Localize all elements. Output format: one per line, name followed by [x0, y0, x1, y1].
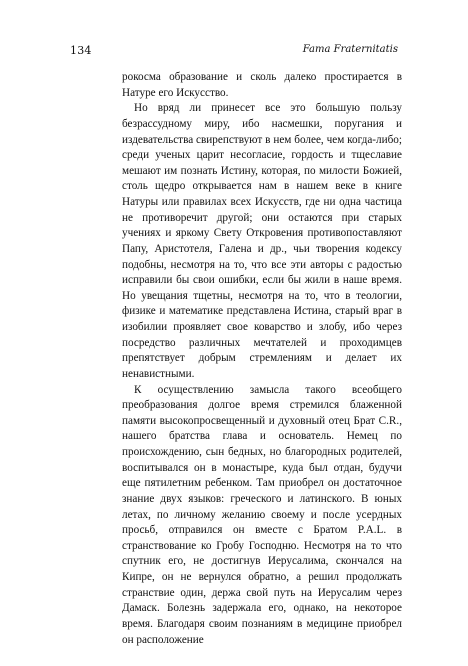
paragraph: Но вряд ли принесет все это большую пользу безрассудному миру, ибо насмешки, поругания и издевательства свирепствуют в нем более, чем когда-либо; среди ученых царит несогласие, гордость и тщеславие мешают им познать Истину, которая, по милости Божией, столь щедро открывается нам в нашем веке в книге Натуры или правилах всех Искусств, где ни одна частица не противоречит другой; они остаются при старых учениях и яркому Свету Откровения противопоставляют Папу, Аристотеля, Галена и др., чьи творения кодексу подобны, несмотря на то, что все эти авторы с радостью исправили бы свои ошибки, если бы жили в наше время. Но увещания тщетны, несмотря на то, что в теологии, физике и математике представлена Истина, старый враг в изобилии проявляет свое коварство и злобу, ибо через посредство различных мечтателей и проходимцев препятствует добрым стремлениям и делает их ненавистными.: [122, 102, 402, 380]
page-number: 134: [70, 44, 92, 57]
page-header: [70, 44, 398, 60]
body-text: [122, 70, 402, 648]
running-title: Fama Fraternitatis: [302, 44, 398, 55]
paragraph-continuation: рокосма образование и сколь далеко простирается в Натуре его Искусство.: [122, 71, 402, 99]
paragraph: К осуществлению замысла такого всеобщего преобразования долгое время стремился блаженной памяти высокопросвещенный и духовный отец Брат C.R., нашего братства глава и основатель. Немец по происхождению, сын бедных, но благородных родителей, воспитывался он в монастыре, куда был отдан, будучи еще пятилетним ребенком. Там приобрел он достаточное знание двух языков: греческого и латинского. В юных летах, по личному желанию своему и после усердных просьб, отправился он вместе с Братом P.A.L. в странствование ко Гробу Господню. Несмотря на то что спутник его, не достигнув Иерусалима, скончался на Кипре, он не вернулся обратно, а решил продолжать странствие один, держа свой путь на Иерусалим через Дамаск. Болезнь задержала его, однако, на некоторое время. Благодаря своим познаниям в медицине приобрел он расположение: [122, 383, 402, 646]
